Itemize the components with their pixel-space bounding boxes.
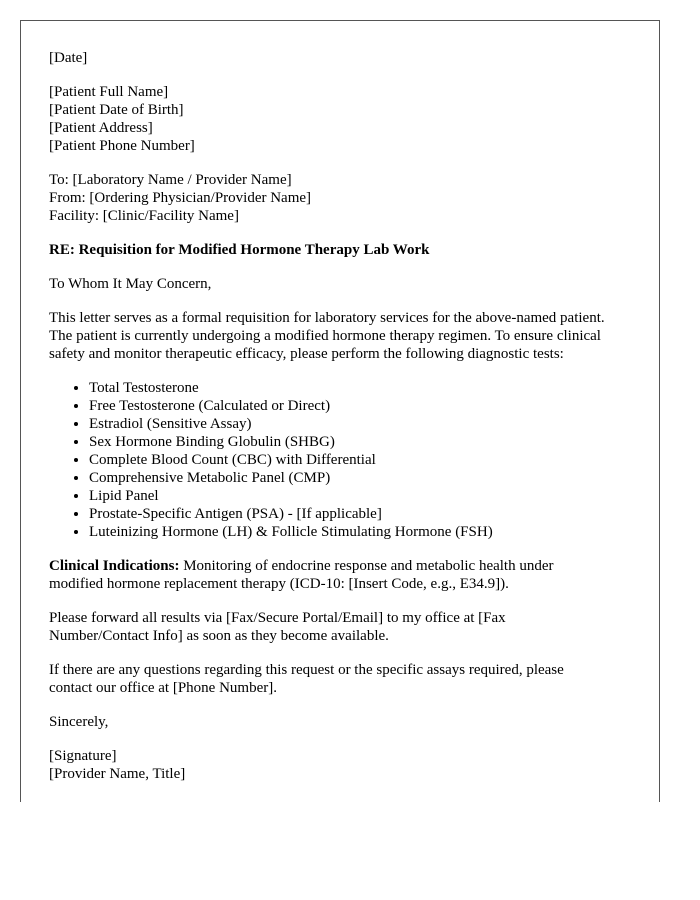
routing-from: From: [Ordering Physician/Provider Name] — [49, 190, 312, 206]
patient-address: [Patient Address] — [49, 120, 153, 136]
patient-block — [49, 83, 609, 155]
signature-block — [49, 747, 609, 783]
list-item: • Complete Blood Count (CBC) with Differential — [89, 451, 609, 469]
signature-line: [Signature] — [49, 748, 117, 764]
clinical-label: Clinical Indications: — [49, 558, 180, 574]
list-item: • Comprehensive Metabolic Panel (CMP) — [89, 469, 609, 487]
patient-phone: [Patient Phone Number] — [49, 138, 195, 154]
questions-paragraph: If there are any questions regarding this request or the specific assays required, please contact our office at [Phone Number]. — [49, 662, 564, 696]
provider-name-title: [Provider Name, Title] — [49, 766, 186, 782]
list-item: • Total Testosterone — [89, 379, 609, 397]
date-block — [49, 49, 609, 67]
clinical-indications — [49, 557, 609, 593]
letter-content — [49, 49, 609, 783]
patient-dob: [Patient Date of Birth] — [49, 102, 184, 118]
forwarding-paragraph: Please forward all results via [Fax/Secure Portal/Email] to my office at [Fax Number/Contact Info] as soon as they become available. — [49, 610, 506, 644]
list-item: • Free Testosterone (Calculated or Direct) — [89, 397, 609, 415]
test-list — [49, 379, 609, 541]
salutation: To Whom It May Concern, — [49, 276, 212, 292]
list-item: • Lipid Panel — [89, 487, 609, 505]
patient-name: [Patient Full Name] — [49, 84, 169, 100]
clinical-text: Monitoring of endocrine response and metabolic health under modified hormone replacement therapy (ICD-10: [Insert Code, e.g., E34.9]). — [49, 558, 554, 592]
list-item: • Luteinizing Hormone (LH) & Follicle Stimulating Hormone (FSH) — [89, 523, 609, 541]
letter-date: [Date] — [49, 50, 88, 66]
list-item: • Estradiol (Sensitive Assay) — [89, 415, 609, 433]
list-item: • Sex Hormone Binding Globulin (SHBG) — [89, 433, 609, 451]
routing-facility: Facility: [Clinic/Facility Name] — [49, 208, 239, 224]
routing-block — [49, 171, 609, 225]
letter-page — [20, 20, 660, 802]
intro-paragraph: This letter serves as a formal requisition for laboratory services for the above-named patient. The patient is currently undergoing a modified hormone therapy regimen. To ensure clinical safety and monitor therapeutic efficacy, please perform the following diagnostic tests: — [49, 310, 605, 362]
list-item: • Prostate-Specific Antigen (PSA) - [If applicable] — [89, 505, 609, 523]
routing-to: To: [Laboratory Name / Provider Name] — [49, 172, 292, 188]
subject-line: RE: Requisition for Modified Hormone Therapy Lab Work — [49, 242, 430, 258]
closing: Sincerely, — [49, 714, 109, 730]
